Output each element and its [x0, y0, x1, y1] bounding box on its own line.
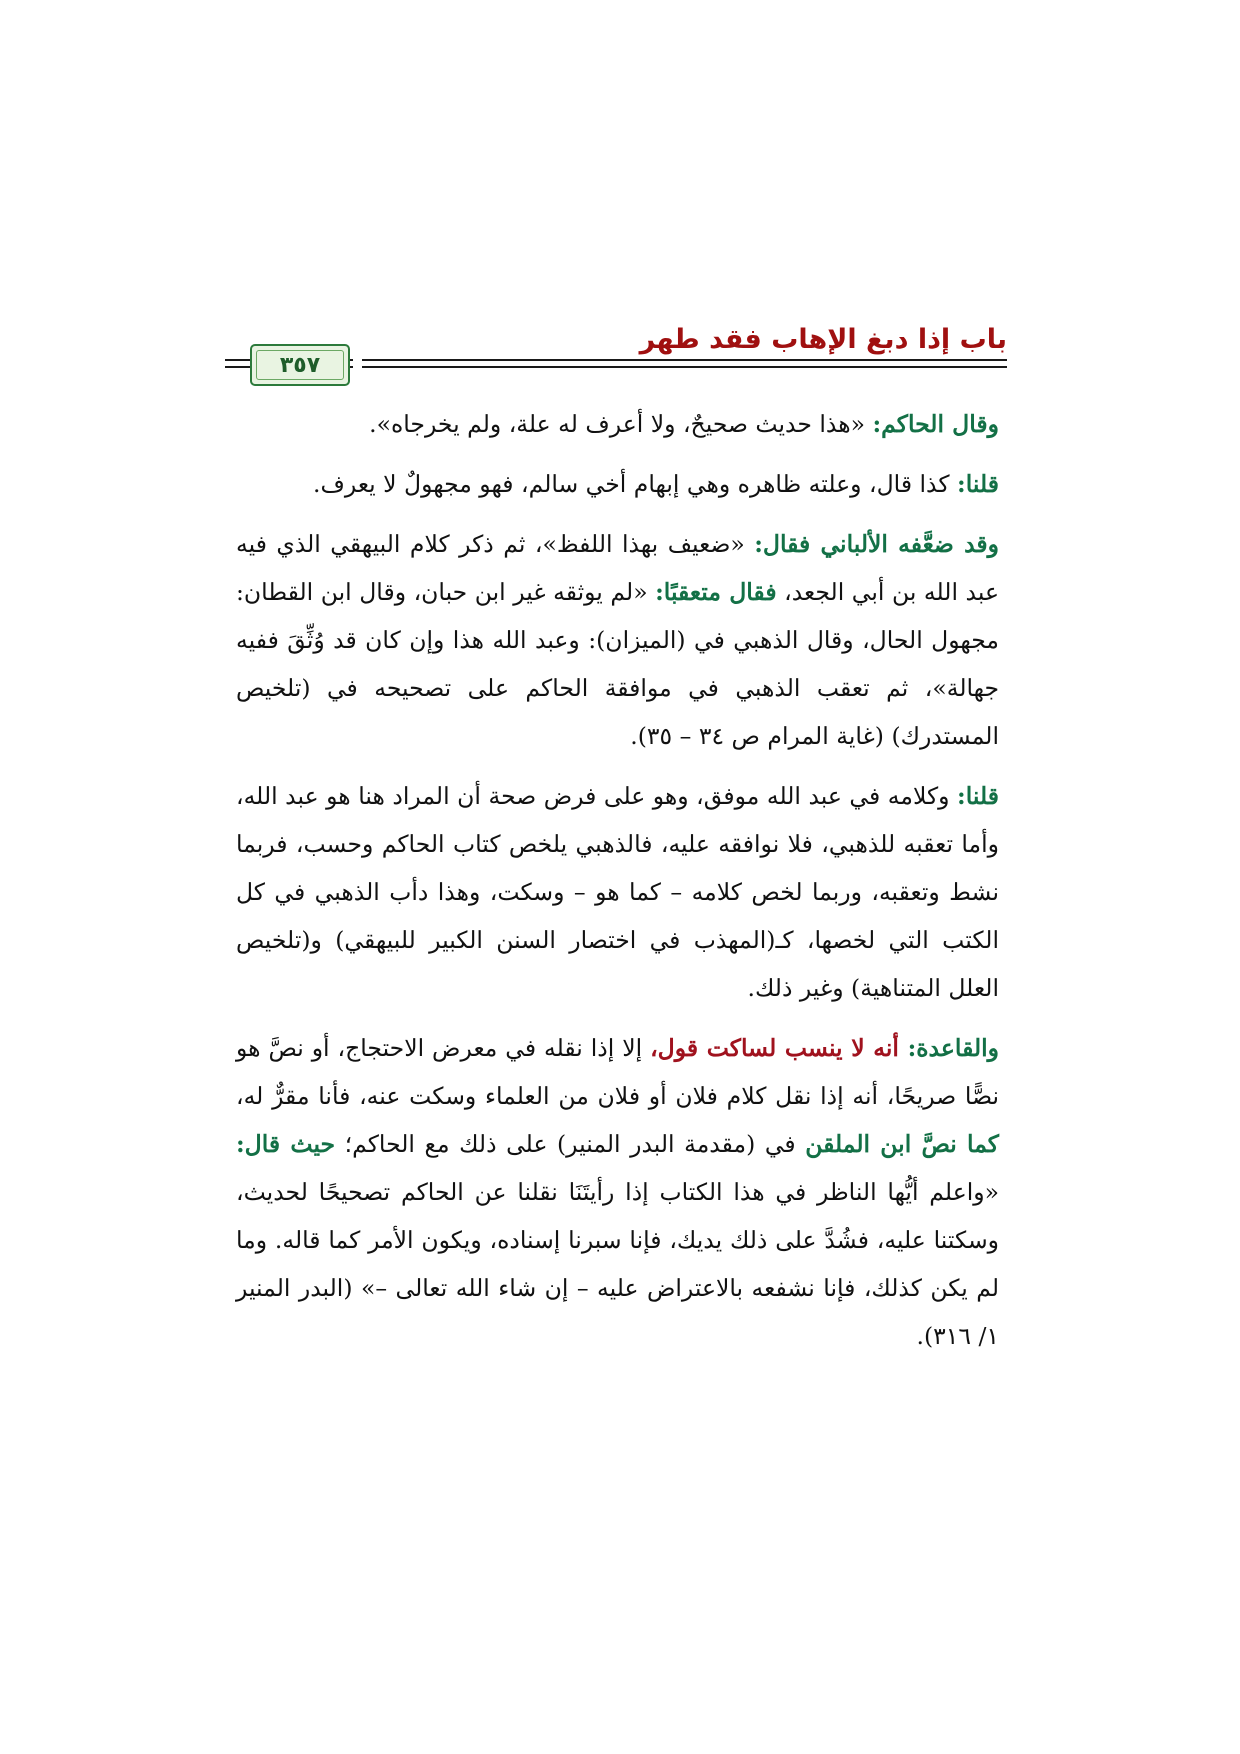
page-header — [225, 312, 1007, 392]
paragraph-lead: قلنا: — [957, 782, 999, 810]
paragraph-text: إلا إذا نقله في معرض الاحتجاج، أو نصَّ هو نصًّا صريحًا، أنه إذا نقل كلام فلان أو فلان من العلماء وسكت عنه، فأنا مقرٌّ له، — [236, 1034, 999, 1110]
paragraph-text: في (مقدمة البدر المنير) على ذلك مع الحاكم؛ — [335, 1130, 806, 1158]
page-body — [236, 400, 999, 1372]
inline-keyword: فقال متعقبًا: — [655, 578, 777, 606]
paragraph-4 — [236, 772, 999, 1012]
paragraph-lead: وقال الحاكم: — [872, 410, 999, 438]
header-rule-right-bottom — [362, 366, 1007, 368]
paragraph-lead: والقاعدة: — [907, 1034, 999, 1062]
paragraph-2 — [236, 460, 999, 508]
paragraph-lead: قلنا: — [957, 470, 999, 498]
paragraph-text: كذا قال، وعلته ظاهره وهي إبهام أخي سالم، فهو مجهولٌ لا يعرف. — [313, 470, 958, 498]
paragraph-text: «واعلم أيُّها الناظر في هذا الكتاب إذا رأيتَنَا نقلنا عن الحاكم تصحيحًا لحديث، وسكتنا عليه، فشُدَّ على ذلك يديك، فإنا سبرنا إسناده، ويكون الأمر كما قاله. وما لم يكن كذلك، فإنا نشفعه بالاعتراض عليه – إن شاء الله تعالى –» (البدر المنير ١/ ٣١٦). — [236, 1178, 999, 1350]
inline-keyword: حيث قال: — [236, 1130, 336, 1158]
page-number-badge — [250, 344, 350, 386]
paragraph-5 — [236, 1024, 999, 1360]
paragraph-text: «لم يوثقه غير ابن حبان، وقال ابن القطان: مجهول الحال، وقال الذهبي في (الميزان): وعبد الله هذا وإن كان قد وُثِّقَ ففيه جهالة»، ثم تعقب الذهبي في موافقة الحاكم على تصحيحه في (تلخيص المستدرك) (غاية المرام ص ٣٤ – ٣٥). — [236, 578, 999, 750]
paragraph-1 — [236, 400, 999, 448]
paragraph-text: وكلامه في عبد الله موفق، وهو على فرض صحة أن المراد هنا هو عبد الله، وأما تعقبه للذهبي، فلا نوافقه عليه، فالذهبي يلخص كتاب الحاكم وحسب، فربما نشط وتعقبه، وربما لخص كلامه – كما هو – وسكت، وهذا دأب الذهبي في كل الكتب التي لخصها، كـ(المهذب في اختصار السنن الكبير للبيهقي) و(تلخيص العلل المتناهية) وغير ذلك. — [236, 782, 999, 1002]
chapter-title: باب إذا دبغ الإهاب فقد طهر — [639, 324, 1007, 355]
paragraph-text: «ضعيف بهذا اللفظ»، ثم ذكر كلام البيهقي الذي فيه عبد الله بن أبي الجعد، — [236, 530, 999, 606]
rule-statement: أنه لا ينسب لساكت قول، — [650, 1034, 908, 1062]
inline-keyword: كما نصَّ ابن الملقن — [805, 1130, 999, 1158]
paragraph-text: «هذا حديث صحيحٌ، ولا أعرف له علة، ولم يخرجاه». — [369, 410, 873, 438]
paragraph-lead: وقد ضعَّفه الألباني فقال: — [754, 530, 999, 558]
header-rule-right-top — [362, 359, 1007, 361]
page-number: ٣٥٧ — [279, 352, 321, 378]
paragraph-3 — [236, 520, 999, 760]
